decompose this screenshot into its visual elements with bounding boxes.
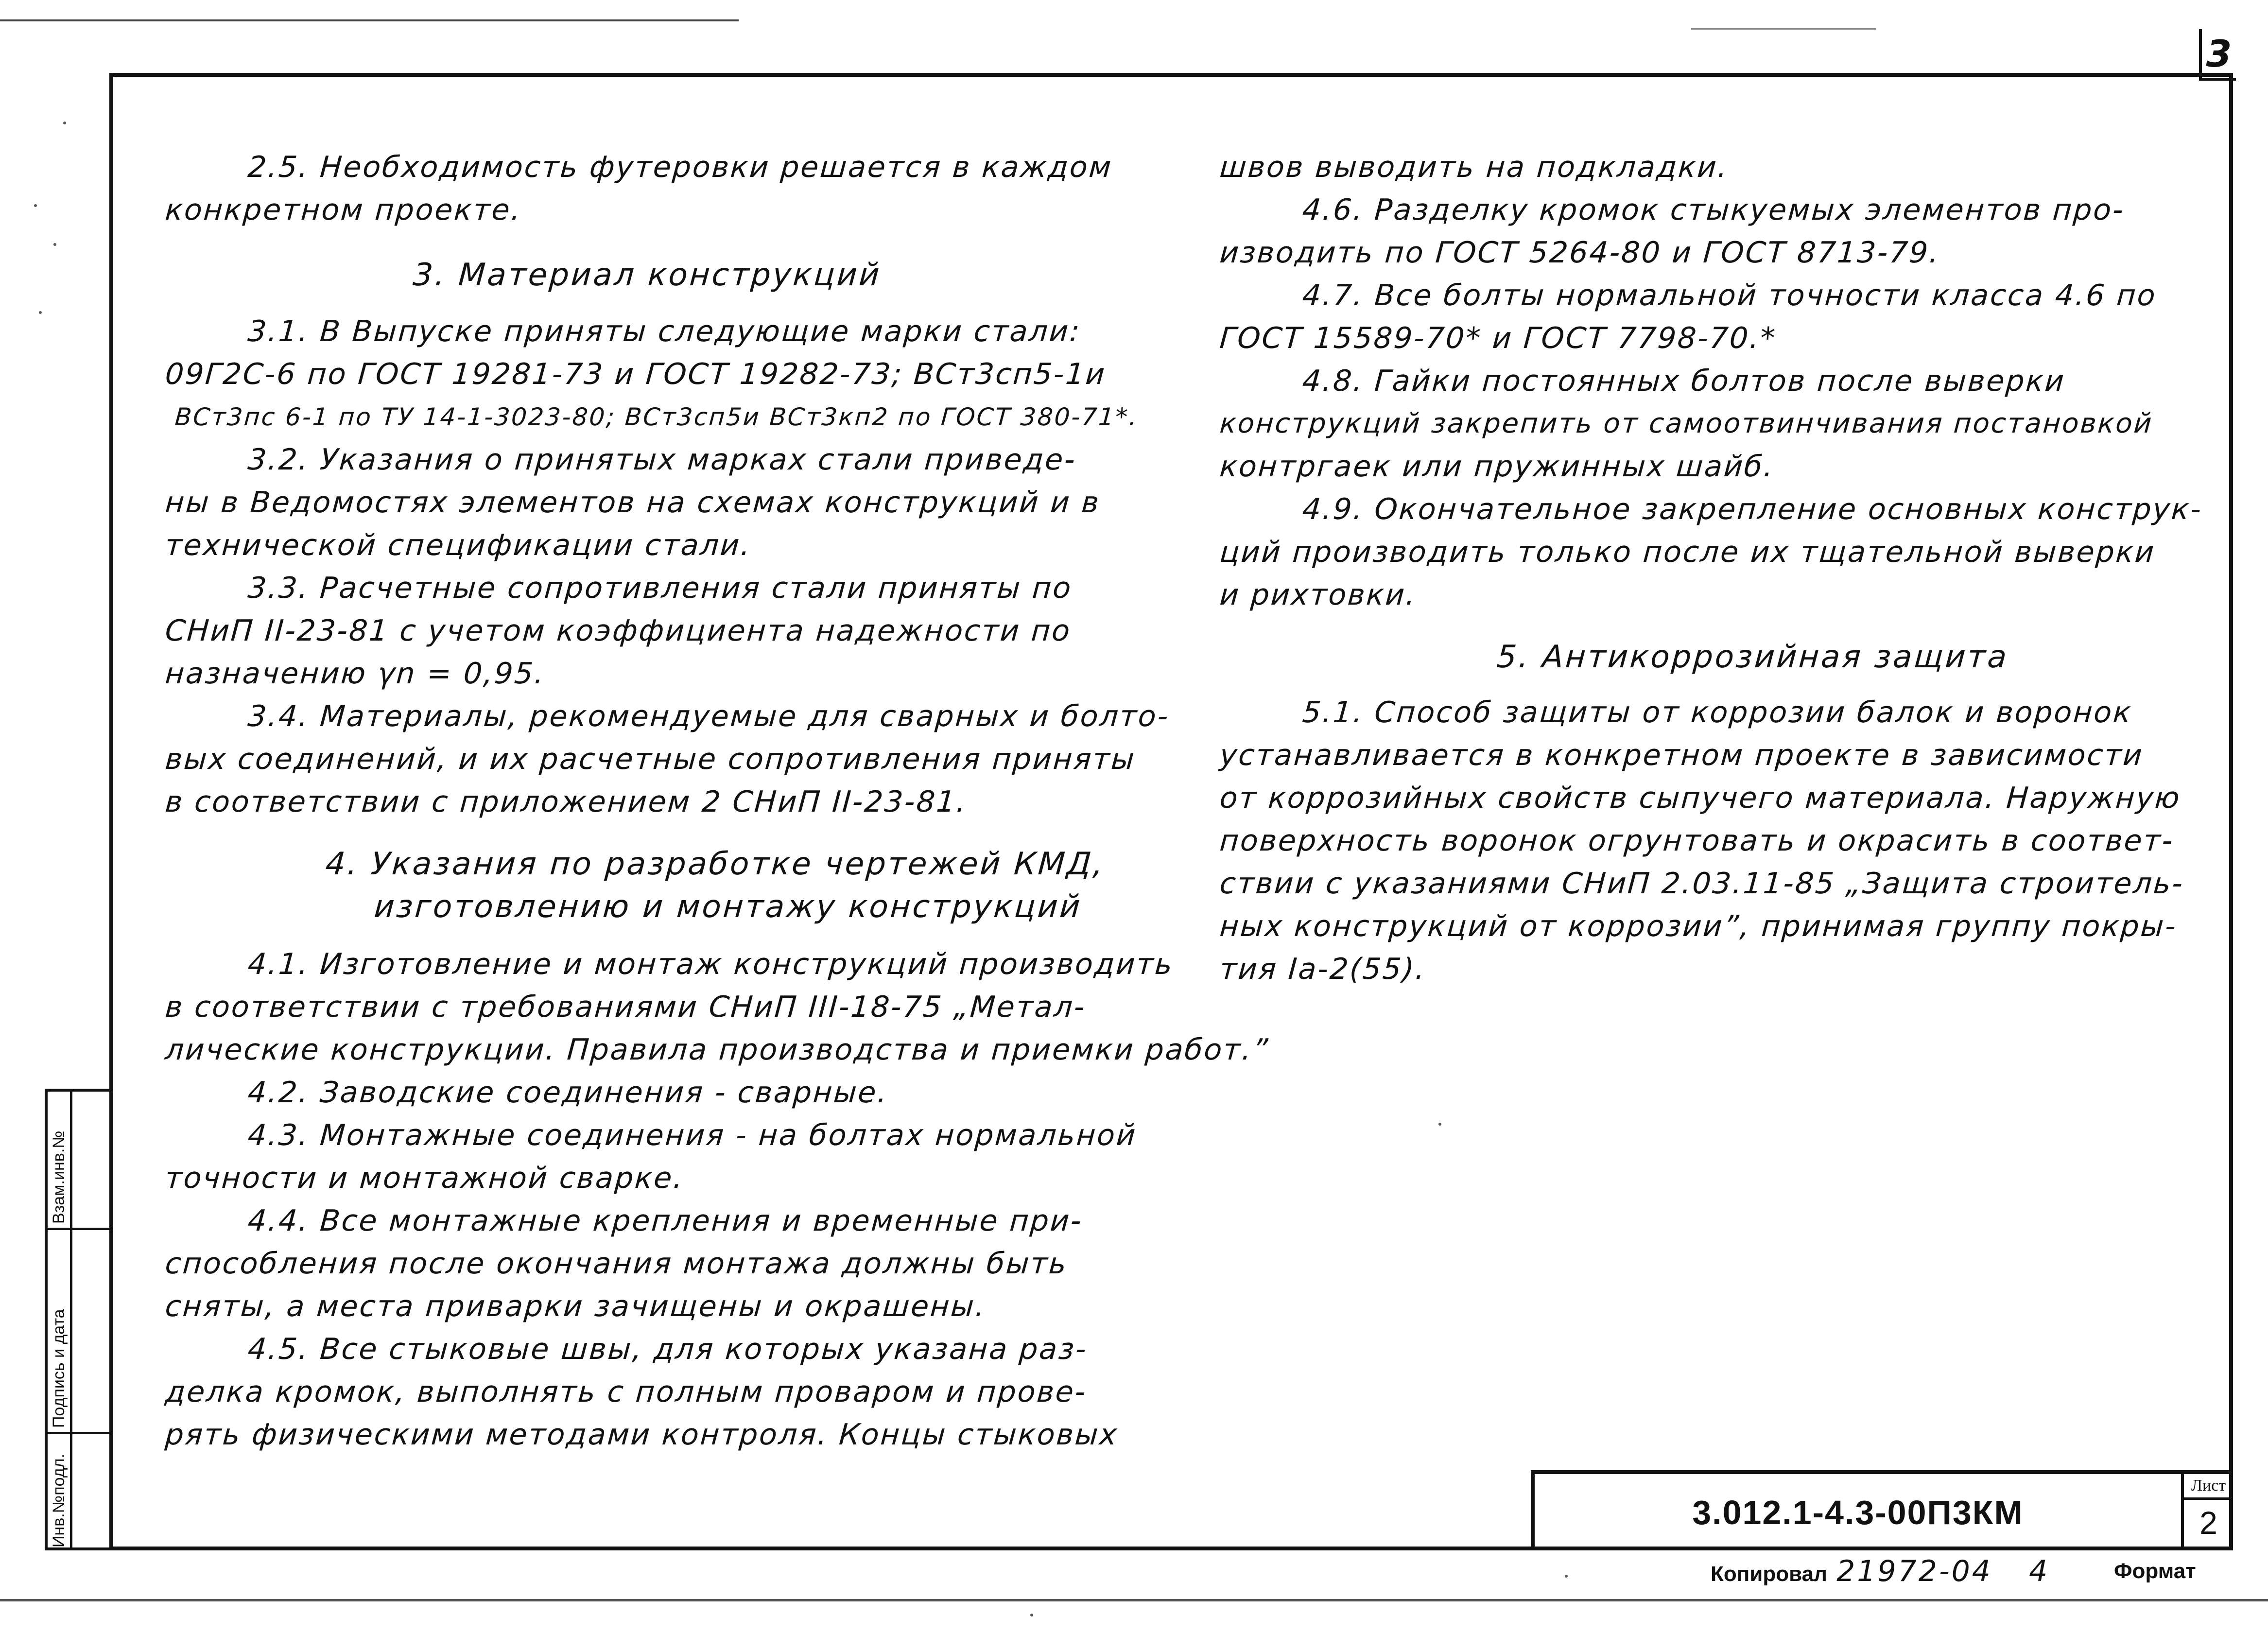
text-line: 4.6. Разделку кромок стыкуемых элементов про- xyxy=(1301,193,2126,227)
scan-speck xyxy=(1030,1614,1033,1617)
text-line: делка кромок, выполнять с полным проваром и прове- xyxy=(164,1375,1088,1409)
text-line: 3.1. В Выпуске приняты следующие марки стали: xyxy=(246,314,1082,348)
text-line: способления после окончания монтажа должны быть xyxy=(164,1247,1069,1281)
scan-speck xyxy=(1565,1575,1568,1578)
text-line: назначению γn = 0,95. xyxy=(164,657,547,691)
text-line: СНиП II-23-81 с учетом коэффициента надежности по xyxy=(164,614,1073,648)
side-stamp-divider xyxy=(48,1228,109,1230)
text-line: 4.4. Все монтажные крепления и временные при- xyxy=(246,1204,1084,1238)
text-line: изводить по ГОСТ 5264-80 и ГОСТ 8713-79. xyxy=(1218,236,1941,270)
sheet-label: Лист xyxy=(2184,1474,2233,1500)
text-line: 09Г2С-6 по ГОСТ 19281-73 и ГОСТ 19282-73; ВСт3сп5-1и xyxy=(164,357,1108,391)
copied-number: 21972-04 xyxy=(1836,1554,1992,1588)
text-line: ВСт3пс 6-1 по ТУ 14-1-3023-80; ВСт3сп5и ВСт3кп2 по ГОСТ 380-71*. xyxy=(173,403,1140,431)
sheet-number: 3 xyxy=(2199,29,2236,81)
text-line: в соответствии с требованиями СНиП III-18-75 „Метал- xyxy=(164,990,1088,1024)
section-heading: 3. Материал конструкций xyxy=(412,257,883,293)
text-line: конструкций закрепить от самоотвинчивания постановкой xyxy=(1218,408,2154,439)
sheet-cell xyxy=(2181,1474,2233,1550)
text-line: ций производить только после их тщательной выверки xyxy=(1218,535,2157,569)
text-line: точности и монтажной сварке. xyxy=(164,1161,685,1195)
scan-speck xyxy=(34,204,37,207)
text-line: и рихтовки. xyxy=(1218,578,1418,612)
footer-copied xyxy=(1711,1554,2049,1588)
text-line: устанавливается в конкретном проекте в зависимости xyxy=(1218,738,2145,772)
text-line: ны в Ведомостях элементов на схемах конструкций и в xyxy=(164,486,1102,520)
scan-speck xyxy=(53,243,56,246)
text-line: 3.4. Материалы, рекомендуемые для сварных и болто- xyxy=(246,699,1171,733)
text-line: 3.3. Расчетные сопротивления стали приняты по xyxy=(246,571,1073,605)
text-line: ствии с указаниями СНиП 2.03.11-85 „Защита строитель- xyxy=(1218,867,2185,901)
section-heading: 4. Указания по разработке чертежей КМД, xyxy=(324,846,1107,882)
text-line: 4.7. Все болты нормальной точности класса 4.6 по xyxy=(1301,278,2158,313)
text-line: сняты, а места приварки зачищены и окрашены. xyxy=(164,1289,987,1323)
text-line: 4.8. Гайки постоянных болтов после выверки xyxy=(1301,364,2067,398)
vzam-inv-label: Взам.инв.№ xyxy=(50,1130,68,1224)
text-line: поверхность воронок огрунтовать и окрасить в соответ- xyxy=(1218,824,2175,858)
text-line: от коррозийных свойств сыпучего материала. Наружную xyxy=(1218,781,2182,815)
text-line: конкретном проекте. xyxy=(164,193,523,227)
podpis-data-label: Подпись и дата xyxy=(50,1309,68,1428)
text-line: в соответствии с приложением 2 СНиП II-23-81. xyxy=(164,785,969,819)
copied-label: Копировал xyxy=(1711,1562,1828,1586)
text-line: 2.5. Необходимость футеровки решается в каждом xyxy=(246,150,1114,184)
text-line: 4.9. Окончательное закрепление основных конструк- xyxy=(1301,492,2204,526)
right-text-column xyxy=(1220,146,2211,991)
side-stamp-divider xyxy=(48,1432,109,1434)
text-line: 4.3. Монтажные соединения - на болтах нормальной xyxy=(246,1118,1138,1152)
text-line: 5.1. Способ защиты от коррозии балок и воронок xyxy=(1301,695,2133,730)
copied-page: 4 xyxy=(2029,1554,2050,1588)
inv-podl-label: Инв.№подл. xyxy=(50,1454,68,1547)
text-line: тия Iа-2(55). xyxy=(1218,952,1428,986)
format-label: Формат xyxy=(2114,1559,2196,1583)
document-code: 3.012.1-4.3-00П3КМ xyxy=(1692,1493,2024,1531)
text-line: лические конструкции. Правила производства и приемки работ.” xyxy=(164,1033,1270,1067)
top-border-line xyxy=(0,19,739,21)
side-stamp xyxy=(45,1089,109,1550)
top-border-line-short xyxy=(1691,28,1876,30)
text-line: 3.2. Указания о принятых марках стали приведе- xyxy=(246,443,1078,477)
text-line: ГОСТ 15589-70* и ГОСТ 7798-70.* xyxy=(1218,321,1778,355)
text-line: 4.2. Заводские соединения - сварные. xyxy=(246,1076,890,1110)
section-heading: 5. Антикоррозийная защита xyxy=(1495,639,2010,675)
bottom-border-line xyxy=(0,1599,2268,1601)
sheet-value: 2 xyxy=(2199,1505,2217,1541)
text-line: технической спецификации стали. xyxy=(164,528,753,562)
text-line: швов выводить на подкладки. xyxy=(1218,150,1730,184)
text-line: ных конструкций от коррозии”, принимая группу покры- xyxy=(1218,909,2179,943)
text-line: контргаек или пружинных шайб. xyxy=(1218,450,1776,484)
text-line: 4.1. Изготовление и монтаж конструкций производить xyxy=(246,947,1175,981)
scan-speck xyxy=(39,311,42,314)
text-line: 4.5. Все стыковые швы, для которых указана раз- xyxy=(246,1332,1089,1366)
text-line: вых соединений, и их расчетные сопротивления приняты xyxy=(164,742,1137,776)
section-heading: изготовлению и монтажу конструкций xyxy=(373,889,1083,925)
left-text-column xyxy=(164,146,1270,1456)
text-line: рять физическими методами контроля. Концы стыковых xyxy=(164,1418,1120,1452)
scan-speck xyxy=(63,122,66,124)
title-block xyxy=(1531,1470,2233,1550)
